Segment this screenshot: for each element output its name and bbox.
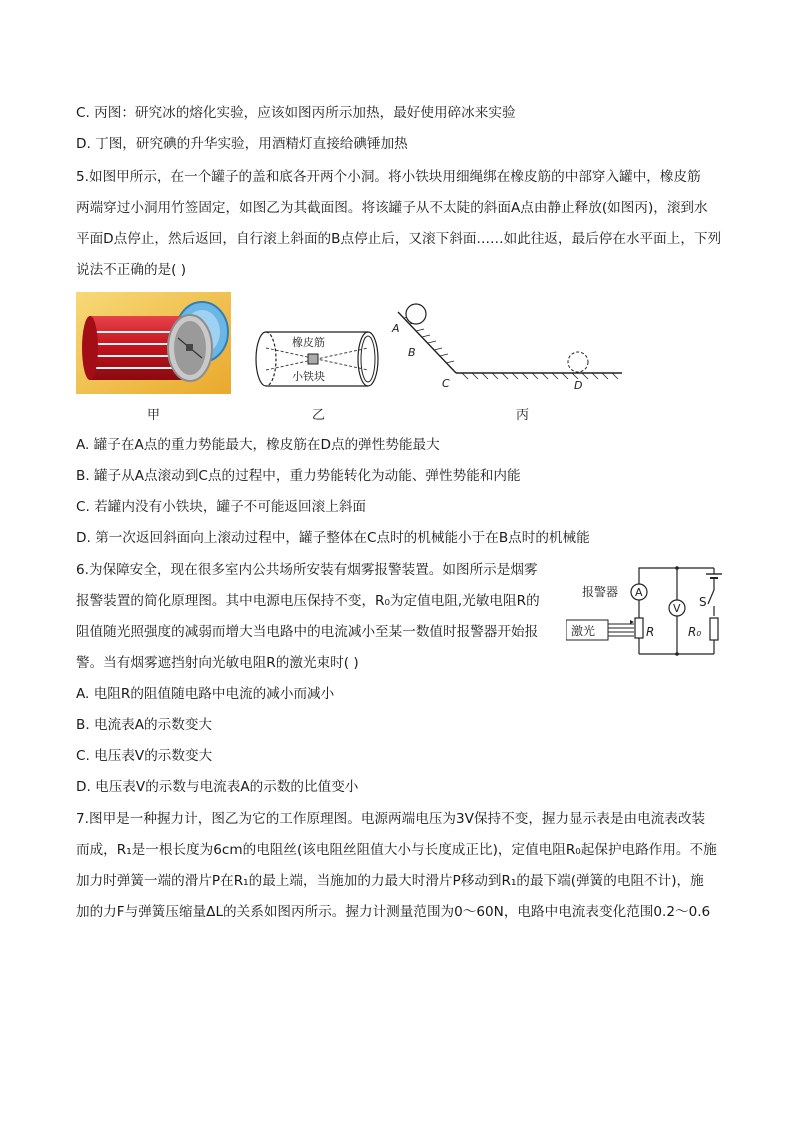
q5-stem-line-3: 平面D点停止，然后返回，自行滚上斜面的B点停止后，又滚下斜面……如此往返，最后停在水平面上，下列 (76, 231, 722, 247)
circuit-voltmeter-label: V (673, 602, 681, 615)
q6-stem-line-2: 报警装置的简化原理图。其中电源电压保持不变，R₀为定值电阻,光敏电阻R的 (76, 593, 540, 609)
q7-stem-line-1: 7.图甲是一种握力计，图乙为它的工作原理图。电源两端电压为3V保持不变，握力显示表是由电流表改装 (76, 811, 706, 827)
circuit-alarm-label: 报警器 (582, 585, 619, 599)
q6-option-b: B. 电流表A的示数变大 (76, 717, 213, 733)
figure-yi-cross-section (252, 328, 384, 390)
q5-stem-line-4: 说法不正确的是( ) (76, 262, 187, 278)
caption-bing: 丙 (516, 408, 530, 423)
q7-stem-line-2: 而成，R₁是一根长度为6cm的电阻丝(该电阻丝阻值大小与长度成正比)，定值电阻R₀起保护电路作用。不施 (76, 842, 717, 858)
circuit-photoresistor-label: R (646, 625, 655, 639)
caption-jia: 甲 (147, 408, 161, 423)
circuit-laser-label: 激光 (571, 624, 596, 638)
label-iron-block: 小铁块 (292, 370, 325, 383)
q6-stem-line-4: 警。当有烟雾遮挡射向光敏电阻R的激光束时( ) (76, 655, 359, 671)
label-point-d: D (574, 379, 583, 392)
circuit-ammeter-label: A (635, 586, 643, 599)
circuit-switch-label: S (699, 595, 707, 609)
q4-option-c: C. 丙图：研究冰的熔化实验，应该如图丙所示加热，最好使用碎冰来实验 (76, 105, 516, 121)
q4-option-d: D. 丁图，研究碘的升华实验，用酒精灯直接给碘锤加热 (76, 136, 408, 152)
label-point-b: B (408, 346, 416, 359)
q6-stem-line-3: 阻值随光照强度的减弱而增大当电路中的电流减小至某一数值时报警器开始报 (76, 624, 539, 640)
label-point-c: C (442, 377, 450, 390)
q5-stem-line-2: 两端穿过小洞用竹签固定，如图乙为其截面图。将该罐子从不太陡的斜面A点由静止释放(如图丙)，滚到水 (76, 200, 708, 216)
q5-stem-line-1: 5.如图甲所示，在一个罐子的盖和底各开两个小洞。将小铁块用细绳绑在橡皮筋的中部穿入罐中，橡皮筋 (76, 169, 701, 185)
q5-option-a: A. 罐子在A点的重力势能最大，橡皮筋在D点的弹性势能最大 (76, 437, 440, 453)
figure-bing-incline (390, 300, 626, 392)
q5-option-c: C. 若罐内没有小铁块，罐子不可能返回滚上斜面 (76, 499, 367, 515)
q5-option-d: D. 第一次返回斜面向上滚动过程中，罐子整体在C点时的机械能小于在B点时的机械能 (76, 530, 590, 546)
q5-option-b: B. 罐子从A点滚动到C点的过程中，重力势能转化为动能、弹性势能和内能 (76, 468, 521, 484)
q6-option-c: C. 电压表V的示数变大 (76, 748, 213, 764)
figure-jia-can-photo (76, 292, 231, 394)
q7-stem-line-3: 加力时弹簧一端的滑片P在R₁的最上端，当施加的力最大时滑片P移动到R₁的最下端(弹簧的电阻不计)，施 (76, 873, 704, 889)
q6-stem-line-1: 6.为保障安全，现在很多室内公共场所安装有烟雾报警装置。如图所示是烟雾 (76, 562, 538, 578)
q6-option-d: D. 电压表V的示数与电流表A的示数的比值变小 (76, 779, 359, 795)
q6-option-a: A. 电阻R的阻值随电路中电流的减小而减小 (76, 686, 335, 702)
q7-stem-line-4: 加的力F与弹簧压缩量ΔL的关系如图丙所示。握力计测量范围为0～60N，电路中电流表变化范围0.2～0.6 (76, 904, 711, 920)
label-point-a: A (392, 322, 400, 335)
caption-yi: 乙 (312, 408, 326, 423)
circuit-fixed-resistor-label: R₀ (688, 625, 702, 639)
label-rubber-band: 橡皮筋 (292, 336, 325, 349)
figure-smoke-alarm-circuit (566, 562, 728, 662)
